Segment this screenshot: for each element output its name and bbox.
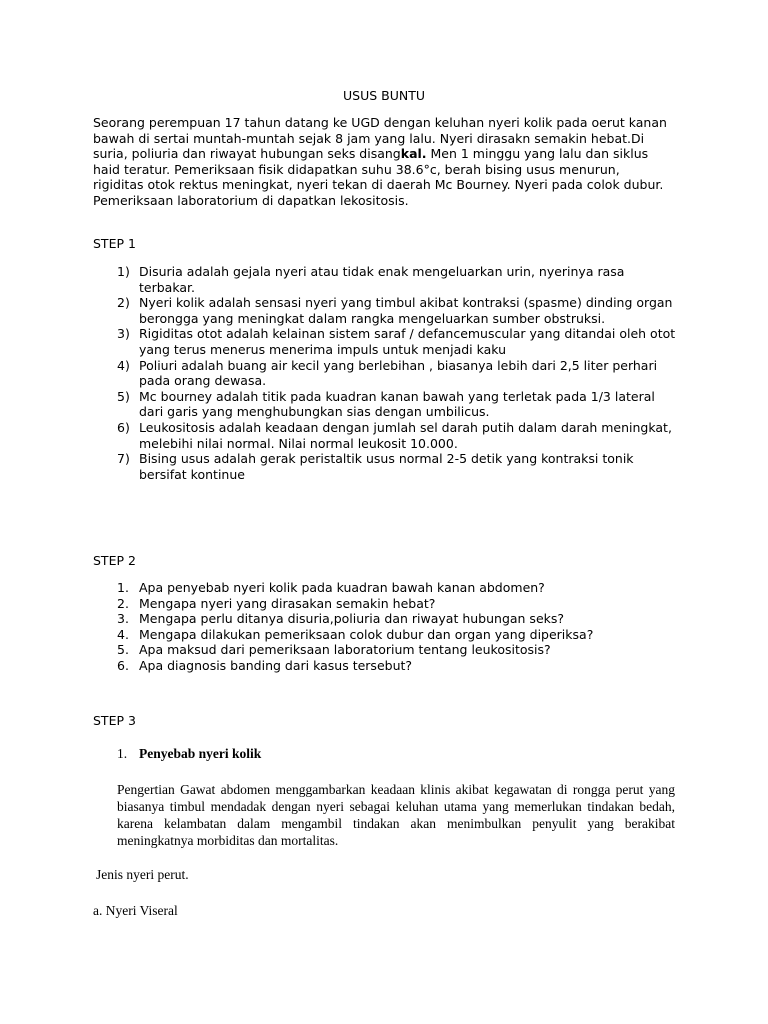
list-item — [93, 580, 678, 596]
document-title: USUS BUNTU — [342, 88, 425, 103]
subheading-number: 1. — [117, 746, 128, 761]
list-item-number: 5. — [117, 642, 129, 658]
list-item — [93, 295, 678, 326]
list-item-number: 1. — [117, 580, 129, 595]
list-item-text: Leukositosis adalah keadaan dengan jumlah sel darah putih dalam darah meningkat, melebihi nilai normal. Nilai normal leukosit 10.000. — [139, 419, 672, 451]
list-item-text: Bising usus adalah gerak peristaltik usus normal 2-5 detik yang kontraksi tonik bersifat kontinue — [139, 451, 634, 482]
list-item-text: Disuria adalah gejala nyeri atau tidak enak mengeluarkan urin, nyerinya rasa terbakar. — [139, 264, 625, 295]
step1-list — [93, 264, 678, 482]
gawat-abdomen-paragraph: Pengertian Gawat abdomen menggambarkan keadaan klinis akibat kegawatan di rongga perut yang biasanya timbul mendadak dengan nyeri sebagai keluhan utama yang memerlukan tindakan bedah, karena kelambatan dalam mengambil tindakan akan menimbulkan penyulit yang berakibat meningkatnya morbiditas dan mortalitas. — [117, 782, 675, 848]
list-item-text: Mengapa perlu ditanya disuria,poliuria dan riwayat hubungan seks? — [139, 611, 565, 627]
jenis-nyeri-label: Jenis nyeri perut. — [96, 867, 189, 882]
list-item-number: 6) — [117, 419, 130, 435]
list-item-text: Mc bourney adalah titik pada kuadran kanan bawah yang terletak pada 1/3 lateral dari garis yang menghubungkan sias dengan umbilicus. — [139, 388, 655, 420]
list-item-text: Poliuri adalah buang air kecil yang berlebihan , biasanya lebih dari 2,5 liter perhari pada orang dewasa. — [139, 357, 658, 389]
list-item-text: Apa maksud dari pemeriksaan laboratorium tentang leukositosis? — [139, 642, 551, 658]
step3-subheading — [117, 745, 261, 762]
list-item-text: Nyeri kolik adalah sensasi nyeri yang timbul akibat kontraksi (spasme) dinding organ berongga yang meningkat dalam rangka mengeluarkan sumber obstruksi. — [139, 295, 673, 326]
list-item — [93, 658, 678, 674]
list-item — [93, 420, 678, 451]
list-item-number: 1) — [117, 264, 130, 279]
list-item-number: 4. — [117, 626, 129, 642]
list-item — [93, 358, 678, 389]
case-text-continued: Men 1 minggu yang lalu dan siklus haid teratur. Pemeriksaan fisik didapatkan suhu 38.6°c, berah bising usus menurun, rigiditas otok rektus meningkat, nyeri tekan di daerah Mc Bourney. Nyeri pada colok dubur. Pemeriksaan laboratorium di dapatkan lekositosis. — [93, 146, 664, 208]
list-item-number: 7) — [117, 451, 130, 467]
step2-list — [93, 580, 678, 674]
list-item-number: 4) — [117, 357, 130, 373]
list-item-number: 2) — [117, 295, 130, 311]
list-item — [93, 326, 678, 357]
list-item — [93, 627, 678, 643]
list-item-number: 6. — [117, 657, 129, 673]
case-text: Seorang perempuan 17 tahun datang ke UGD dengan keluhan nyeri kolik pada oerut kanan bawah di sertai muntah-muntah sejak 8 jam yang lalu. Nyeri dirasakn semakin hebat.Di suria, poliuria dan riwayat hubungan seks disang — [93, 115, 667, 162]
list-item — [93, 642, 678, 658]
list-item-text: Apa penyebab nyeri kolik pada kuadran bawah kanan abdomen? — [139, 580, 545, 595]
step3-heading: STEP 3 — [93, 713, 136, 728]
nyeri-viseral-label: a. Nyeri Viseral — [93, 903, 178, 918]
list-item-number: 3. — [117, 611, 129, 627]
case-text-bold: kal. — [400, 146, 427, 162]
list-item-number: 2. — [117, 595, 129, 611]
list-item — [93, 264, 678, 295]
list-item-text: Mengapa dilakukan pemeriksaan colok dubur dan organ yang diperiksa? — [139, 626, 594, 642]
list-item-text: Mengapa nyeri yang dirasakan semakin hebat? — [139, 595, 436, 611]
list-item — [93, 389, 678, 420]
list-item-text: Apa diagnosis banding dari kasus tersebut? — [139, 657, 413, 673]
subheading-text: Penyebab nyeri kolik — [139, 746, 262, 761]
list-item — [93, 611, 678, 627]
step1-heading: STEP 1 — [93, 236, 136, 251]
step2-heading: STEP 2 — [93, 553, 136, 568]
case-scenario-paragraph — [93, 115, 673, 209]
list-item-number: 5) — [117, 388, 130, 404]
list-item-number: 3) — [117, 326, 130, 342]
list-item-text: Rigiditas otot adalah kelainan sistem saraf / defancemuscular yang ditandai oleh otot yang terus menerus menerima impuls untuk menjadi kaku — [139, 326, 676, 357]
list-item — [93, 596, 678, 612]
list-item — [93, 451, 678, 482]
